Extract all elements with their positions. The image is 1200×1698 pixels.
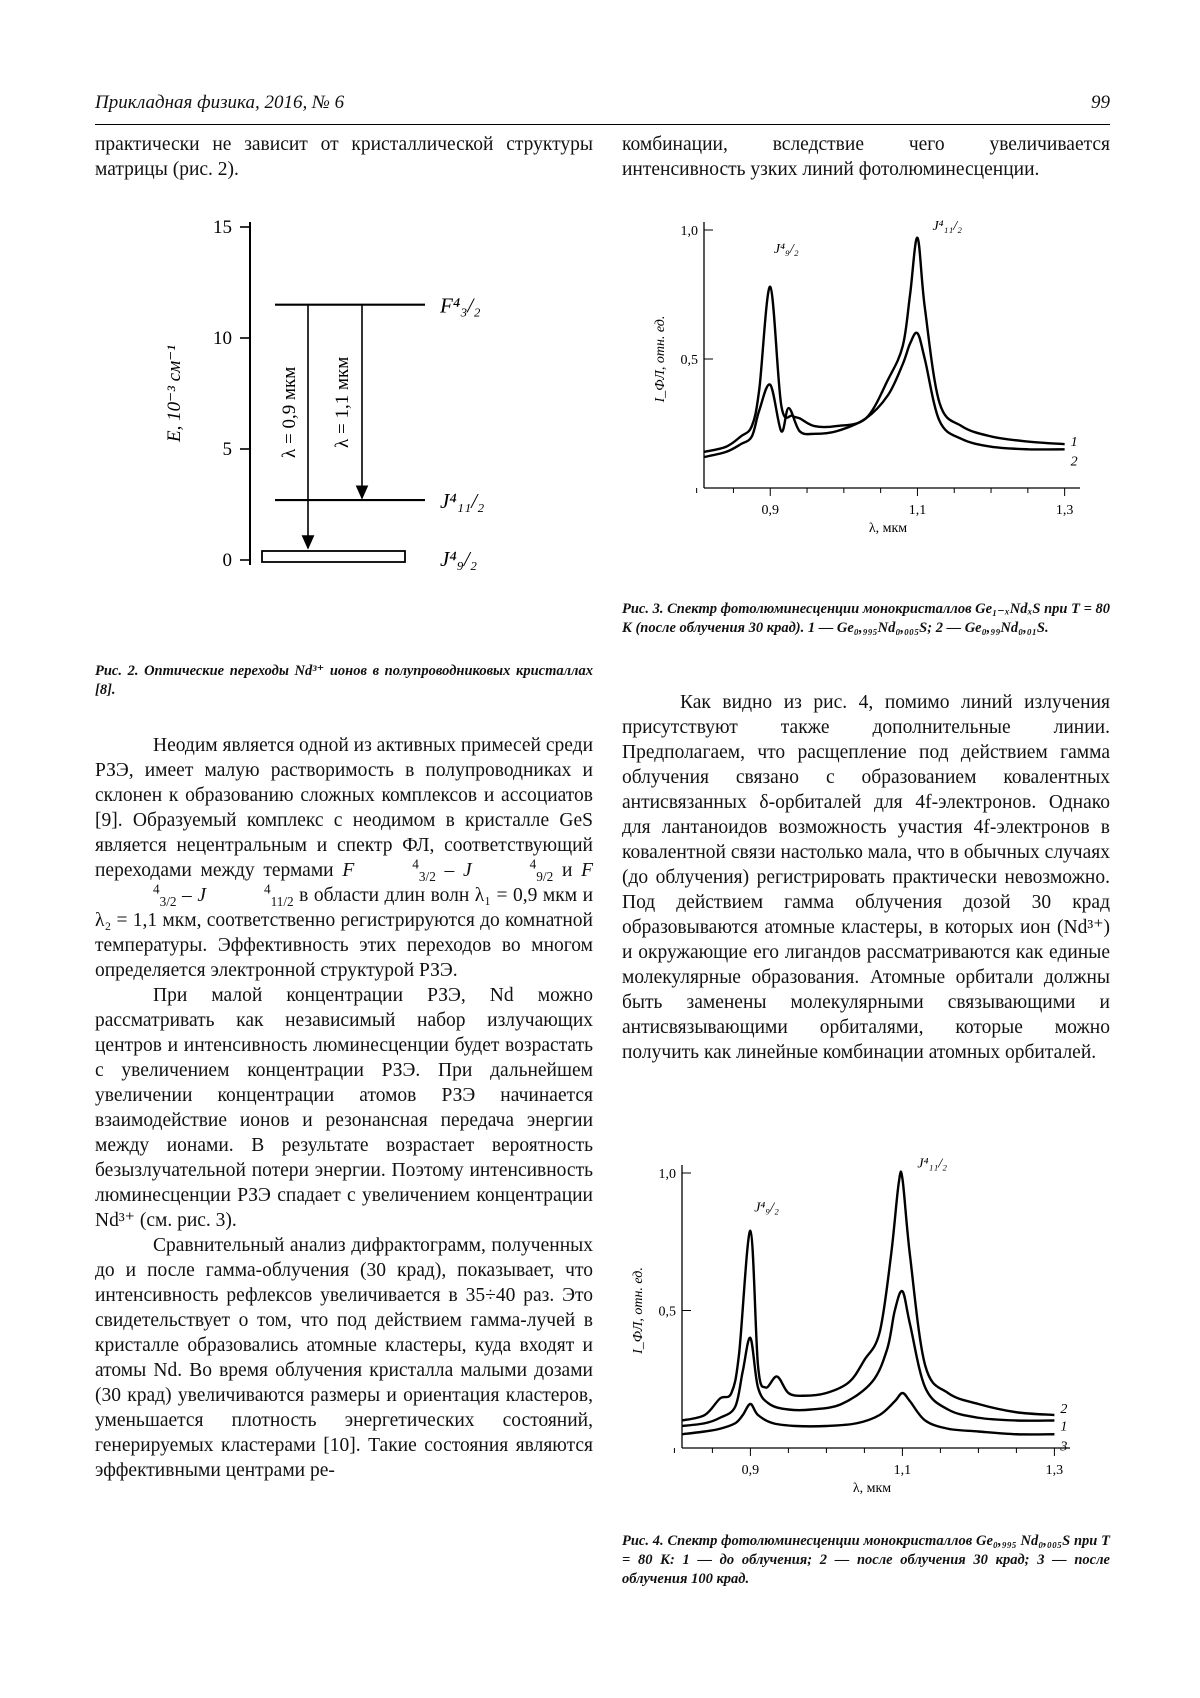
paragraph: При малой концентрации РЗЭ, Nd можно рассматривать как независимый набор излучающих центров и интенсивность люминесценции будет возрастать с увеличением концентрации РЗЭ. При дальнейшем увеличении концентрации атомов РЗЭ начинается взаимодействие ионов и резонансная передача энергии между ионами. В результате возрастает вероятность безызлучательной потери энергии. Поэтому интенсивность люминесценции РЗЭ спадает с увеличением концентрации Nd³⁺ (см. рис. 3). xyxy=(95,985,593,1231)
left-column-top xyxy=(95,132,593,182)
x-axis-label: λ, мкм xyxy=(868,521,908,536)
page-number: 99 xyxy=(1091,92,1110,113)
peak-label: J⁴₉/₂ xyxy=(773,242,799,258)
x-tick-label: 0,9 xyxy=(761,503,779,518)
series-line-2 xyxy=(682,1172,1054,1421)
series-label: 2 xyxy=(1060,1402,1068,1417)
paragraph: комбинации, вследствие чего увеличивается интенсивность узких линий фотолюминесценции. xyxy=(622,134,1110,180)
figure-2-energy-diagram xyxy=(150,205,570,645)
right-column-top xyxy=(622,132,1110,182)
formula-term-1: F $^4_{3/2}$ – J $^4_{9/2}$ xyxy=(342,856,554,884)
paragraph: Как видно из рис. 4, помимо линий излучения присутствуют также дополнительные линии. Предполагаем, что расщепление под действием гамма облучения связано с образованием ковалентных антисвязанных δ-орбиталей для 4f-электронов. Однако для лантаноидов возможность участия 4f-электронов в ковалентной связи настолько мала, что в обычных случаях (до облучения) регистрировать практически невозможно. Под действием гамма облучения дозой 30 крад образовываются атомные кластеры, в которых ион (Nd³⁺) и окружающие его лигандов рассматриваются как единые молекулярные образования. Атомные орбитали должны быть заменены молекулярными связывающими и антисвязывающими орбиталями, которые можно получить как линейные комбинации атомных орбиталей. xyxy=(622,692,1110,1063)
x-tick-label: 1,3 xyxy=(1055,503,1074,518)
y-axis-label: E, 10⁻³ см⁻¹ xyxy=(164,345,185,442)
figure-3-pl-spectrum xyxy=(632,212,1110,572)
transition-label: λ = 0,9 мкм xyxy=(279,366,300,458)
level-label: F⁴₃/₂ xyxy=(440,293,481,318)
x-axis-label: λ, мкм xyxy=(852,1481,892,1496)
y-tick-label: 5 xyxy=(222,439,232,460)
peak-label: J⁴₁₁/₂ xyxy=(932,219,963,234)
series-line-1 xyxy=(704,238,1065,452)
y-axis-label: I_ФЛ, отн. ед. xyxy=(631,1267,646,1354)
series-label: 1 xyxy=(1070,435,1078,451)
y-axis-label: I_ФЛ, отн. ед. xyxy=(653,315,668,403)
paragraph: практически не зависит от кристаллической структуры матрицы (рис. 2). xyxy=(95,134,593,180)
peak-label: J⁴₉/₂ xyxy=(754,1200,779,1216)
level-J92 xyxy=(262,551,405,562)
formula-term-2: $F^4_{3/2}$ – J $^4_{11/2}$ xyxy=(153,860,594,909)
x-tick-label: 1,3 xyxy=(1045,1463,1064,1478)
series-label: 2 xyxy=(1070,454,1078,470)
paragraph: Неодим является одной из активных примесей среди РЗЭ, имеет малую растворимость в полупроводниках и склонен к образованию сложных комплексов и ассоциатов [9]. Образуемый комплекс с неодимом в кристалле GeS является нецентральным и спектр ФЛ, соответствующий переходами между термами F $^4_{3/2}$ – J $^4_{9/2}$ и $F^4_{3/2}$ – J $^4_{11/2}$ в области длин волн λ₁ = 0,9 мкм и λ₂ = 1,1 мкм, соответственно регистрируются до комнатной температуры. Эффективность этих переходов во многом определяется электронной структурой РЗЭ. xyxy=(95,735,594,981)
figure-2-caption: Рис. 2. Оптические переходы Nd³⁺ ионов в полупроводниковых кристаллах [8]. xyxy=(95,663,593,698)
y-tick-label: 0 xyxy=(222,550,232,571)
figure-4-caption: Рис. 4. Спектр фотолюминесценции монокристаллов Ge₀,₉₉₅ Nd₀,₀₀₅S при T = 80 К: 1 — до облучения; 2 — после облучения 30 крад; 3 — после облучения 100 крад. xyxy=(622,1533,1110,1587)
paragraph: Сравнительный анализ дифрактограмм, полученных до и после гамма-облучения (30 крад), показывает, что интенсивность рефлексов увеличивается в 35÷40 раз. Это свидетельствует о том, что под действием гамма-лучей в кристалле образовались атомные кластеры, куда входят и атомы Nd. Во время облучения кристалла малыми дозами (30 крад) увеличиваются размеры и ориентация кластеров, уменьшается плотность энергетических состояний, генерируемых кластерами [10]. Такие состояния являются эффективными центрами ре- xyxy=(95,1235,593,1481)
y-tick-label: 1,0 xyxy=(658,1167,676,1182)
right-column-body xyxy=(622,690,1110,1065)
y-tick-label: 0,5 xyxy=(680,353,698,368)
transition-label: λ = 1,1 мкм xyxy=(332,356,353,448)
left-column-body xyxy=(95,733,593,1483)
figure-4-pl-spectrum xyxy=(622,1143,1110,1515)
figure-3-caption: Рис. 3. Спектр фотолюминесценции монокристаллов Ge₁₋ₓNdₓS при T = 80 К (после облучения 30 крад). 1 — Ge₀,₉₉₅Nd₀,₀₀₅S; 2 — Ge₀,₉₉Nd₀,₀₁S. xyxy=(622,601,1110,636)
level-label: J⁴₁₁/₂ xyxy=(440,489,485,514)
y-tick-label: 15 xyxy=(213,217,232,238)
x-tick-label: 0,9 xyxy=(741,1463,760,1478)
peak-label: J⁴₁₁/₂ xyxy=(917,1156,947,1172)
y-tick-label: 1,0 xyxy=(680,224,698,239)
y-tick-label: 10 xyxy=(213,328,232,349)
x-tick-label: 1,1 xyxy=(908,503,927,518)
y-tick-label: 0,5 xyxy=(658,1304,676,1320)
series-label: 3 xyxy=(1060,1439,1068,1455)
x-tick-label: 1,1 xyxy=(893,1463,912,1478)
series-label: 1 xyxy=(1060,1419,1068,1435)
running-header: Прикладная физика, 2016, № 6 xyxy=(95,92,345,113)
level-label: J⁴₉/₂ xyxy=(440,547,478,571)
header-rule xyxy=(95,124,1110,125)
